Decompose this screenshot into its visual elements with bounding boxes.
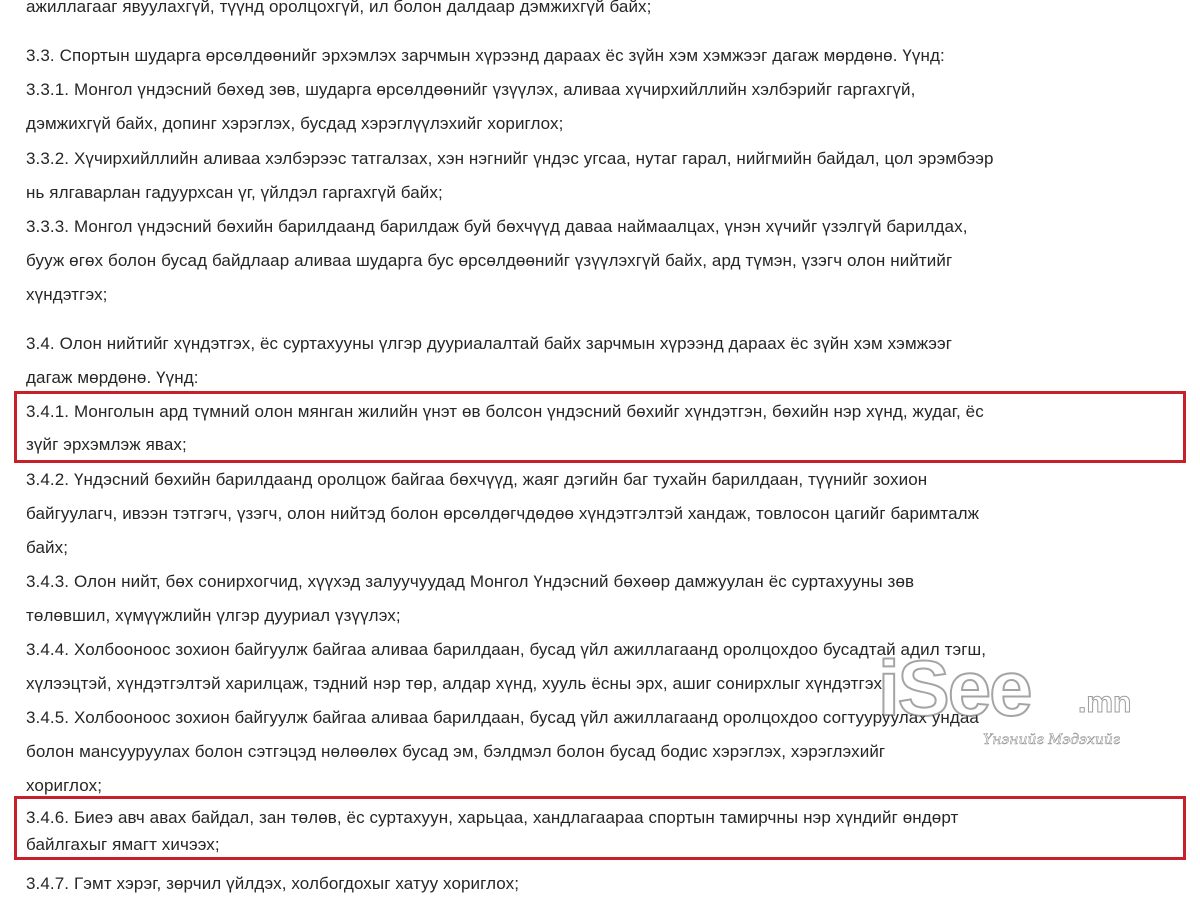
clause-3-4-5-line-3: хориглох; bbox=[26, 776, 103, 795]
clause-3-4-6-line-1: 3.4.6. Биеэ авч авах байдал, зан төлөв, ёс суртахуун, харьцаа, хандлагаараа спортын тамирчны нэр хүндийг өндөрт bbox=[26, 808, 959, 827]
watermark-domain: .mn bbox=[1078, 686, 1132, 719]
clause-3-4-4-line-2: хүлээцтэй, хүндэтгэлтэй харилцаж, тэдний нэр төр, алдар хүнд, хууль ёсны эрх, ашиг сонирхлыг хүндэтгэх; bbox=[26, 674, 887, 693]
watermark-brand: iSee bbox=[878, 644, 1031, 732]
clause-3-3-1-line-2: дэмжихгүй байх, допинг хэрэглэх, бусдад хэрэглүүлэхийг хориглох; bbox=[26, 114, 564, 133]
clause-3-4-2-line-2: байгуулагч, ивээн тэтгэгч, үзэгч, олон нийтэд болон өрсөлдөгчдөдөө хүндэтгэлтэй хандаж, товлосон цагийг баримталж bbox=[26, 504, 980, 523]
clause-3-4-3-line-2: төлөвшил, хүмүүжлийн үлгэр дууриал үзүүлэх; bbox=[26, 606, 401, 625]
clause-3-3-3-line-3: хүндэтгэх; bbox=[26, 285, 108, 304]
watermark-tagline: Үнэнийг Мэдэхийг bbox=[983, 732, 1120, 748]
clause-3-3-3-line-1: 3.3.3. Монгол үндэсний бөхийн барилдаанд барилдаж буй бөхчүүд даваа наймаалцах, үнэн хүчийг үзэлгүй барилдах, bbox=[26, 217, 968, 236]
clause-3-4-4-line-1: 3.4.4. Холбооноос зохион байгуулж байгаа аливаа барилдаан, бусад үйл ажиллагаанд оролцохдоо бусадтай адил тэгш, bbox=[26, 640, 987, 659]
clause-3-4-3-line-1: 3.4.3. Олон нийт, бөх сонирхогчид, хүүхэд залуучуудад Монгол Үндэсний бөхөөр дамжуулан ёс суртахууны зөв bbox=[26, 572, 915, 591]
section-3-4-heading-line-1: 3.4. Олон нийтийг хүндэтгэх, ёс суртахууны үлгэр дууриалалтай байх зарчмын хүрээнд дараах ёс зүйн хэм хэмжээг bbox=[26, 334, 953, 353]
clause-3-3-2-line-1: 3.3.2. Хүчирхийллийн аливаа хэлбэрээс татгалзах, хэн нэгнийг үндэс угсаа, нутаг гарал, нийгмийн байдал, цол эрэмбээр bbox=[26, 149, 994, 168]
text-line: ажиллагааг явуулахгүй, түүнд оролцохгүй, ил болон далдаар дэмжихгүй байх; bbox=[26, 0, 652, 16]
clause-3-4-6-line-2: байлгахыг ямагт хичээх; bbox=[26, 835, 220, 854]
clause-3-3-2-line-2: нь ялгаварлан гадуурхсан үг, үйлдэл гаргахгүй байх; bbox=[26, 183, 443, 202]
clause-3-4-2-line-3: байх; bbox=[26, 538, 69, 557]
highlight-box-clause-3-4-1 bbox=[14, 391, 1186, 463]
section-3-4-heading-line-2: дагаж мөрдөнө. Үүнд: bbox=[26, 368, 199, 387]
clause-3-4-1-line-1: 3.4.1. Монголын ард түмний олон мянган жилийн үнэт өв болсон үндэсний бөхийг хүндэтгэн, бөхийн нэр хүнд, жудаг, ёс bbox=[26, 402, 984, 421]
clause-3-4-2-line-1: 3.4.2. Үндэсний бөхийн барилдаанд оролцож байгаа бөхчүүд, жаяг дэгийн баг тухайн барилдаан, түүнийг зохион bbox=[26, 470, 928, 489]
clause-3-3-3-line-2: бууж өгөх болон бусад байдлаар аливаа шударга бус өрсөлдөөнийг үзүүлэхгүй байх, ард түмэн, үзэгч олон нийтийг bbox=[26, 251, 953, 270]
clause-3-4-1-line-2: зүйг эрхэмлэж явах; bbox=[26, 435, 187, 454]
clause-3-4-5-line-1: 3.4.5. Холбооноос зохион байгуулж байгаа аливаа барилдаан, бусад үйл ажиллагаанд оролцохдоо согтууруулах ундаа bbox=[26, 708, 979, 727]
highlight-box-clause-3-4-6 bbox=[14, 796, 1186, 860]
section-3-3-heading: 3.3. Спортын шударга өрсөлдөөнийг эрхэмлэх зарчмын хүрээнд дараах ёс зүйн хэм хэмжээг дагаж мөрдөнө. Үүнд: bbox=[26, 46, 945, 65]
clause-3-3-1-line-1: 3.3.1. Монгол үндэсний бөхөд зөв, шударга өрсөлдөөнийг үзүүлэх, аливаа хүчирхийллийн хэлбэрийг гаргахгүй, bbox=[26, 80, 916, 99]
clause-3-4-5-line-2: болон мансууруулах болон сэтгэцэд нөлөөлөх бусад эм, бэлдмэл болон бусад бодис хэрэглэх, хэрэглэхийг bbox=[26, 742, 886, 761]
isee-watermark-logo bbox=[878, 644, 1148, 758]
clause-3-4-7-line-1: 3.4.7. Гэмт хэрэг, зөрчил үйлдэх, холбогдохыг хатуу хориглох; bbox=[26, 874, 520, 893]
